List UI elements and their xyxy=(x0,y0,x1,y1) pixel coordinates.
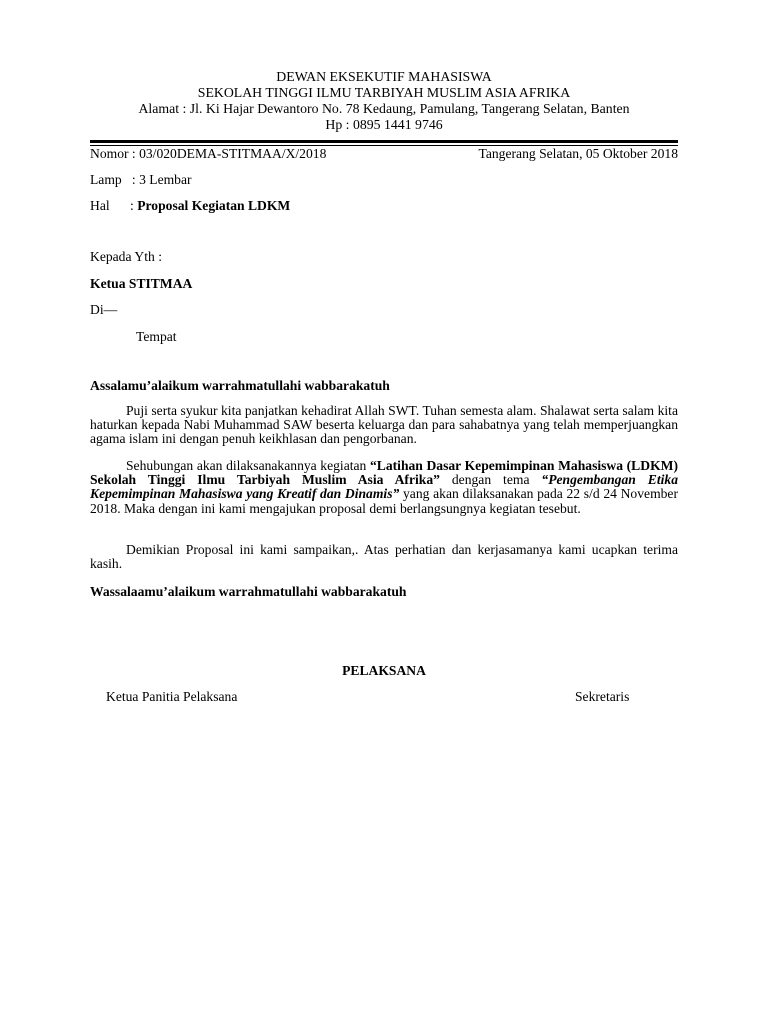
letter-subject xyxy=(90,198,290,214)
signature-left-role: Ketua Panitia Pelaksana xyxy=(106,689,238,704)
subject-value: Proposal Kegiatan LDKM xyxy=(137,198,291,213)
recipient-name: Ketua STITMAA xyxy=(90,276,193,291)
recipient-place: Tempat xyxy=(136,329,177,344)
signature-heading: PELAKSANA xyxy=(342,663,426,678)
paragraph-2-rest: yang akan dilaksanakan pada 22 s/d 24 November 2018. Maka dengan ini kami mengajukan proposal demi berlangsungnya kegiatan tesebut. xyxy=(90,486,678,516)
letterhead-phone: Hp : 0895 1441 9746 xyxy=(325,117,443,132)
recipient-salutation: Kepada Yth : xyxy=(90,249,162,264)
letterhead-org: DEWAN EKSEKUTIF MAHASISWA xyxy=(276,69,492,84)
event-theme: “Pengembangan Etika Kepemimpinan Mahasiswa yang Kreatif dan Dinamis” xyxy=(90,472,678,502)
letterhead-school: SEKOLAH TINGGI ILMU TARBIYAH MUSLIM ASIA AFRIKA xyxy=(197,85,571,100)
subject-label: Hal : xyxy=(90,198,138,213)
recipient-di: Di— xyxy=(90,302,118,317)
paragraph-2-theme-label: dengan tema xyxy=(439,472,542,488)
body-paragraph-3 xyxy=(90,543,678,571)
body-paragraph-2 xyxy=(90,459,678,516)
letterhead-address: Alamat : Jl. Ki Hajar Dewantoro No. 78 Kedaung, Pamulang, Tangerang Selatan, Banten xyxy=(138,101,630,116)
paragraph-1-text: Puji serta syukur kita panjatkan kehadirat Allah SWT. Tuhan semesta alam. Shalawat serta salam kita haturkan kepada Nabi Muhammad SAW beserta keluarga dan para sahabatnya yang telah memperjuangkan agama islam ini dengan penuh keikhlasan dan pengorbanan. xyxy=(90,403,678,447)
signature-right-role: Sekretaris xyxy=(575,689,630,704)
paragraph-3-text: Demikian Proposal ini kami sampaikan,. Atas perhatian dan kerjasamanya kami ucapkan terima kasih. xyxy=(90,542,678,572)
letterhead xyxy=(0,69,768,133)
opening-greeting: Assalamu’alaikum warrahmatullahi wabbarakatuh xyxy=(90,378,390,393)
letterhead-divider-thick xyxy=(90,140,678,143)
closing-greeting: Wassalaamu’alaikum warrahmatullahi wabbarakatuh xyxy=(90,584,407,599)
body-paragraph-1 xyxy=(90,404,678,447)
event-name: “Latihan Dasar Kepemimpinan Mahasiswa (LDKM) Sekolah Tinggi Ilmu Tarbiyah Muslim Asia Afrika” xyxy=(90,458,678,488)
letter-number: Nomor : 03/020DEMA-STITMAA/X/2018 xyxy=(90,146,327,161)
paragraph-2-intro: Sehubungan akan dilaksanakannya kegiatan xyxy=(126,458,370,473)
letter-date: Tangerang Selatan, 05 Oktober 2018 xyxy=(478,146,678,161)
attachment-count: Lamp : 3 Lembar xyxy=(90,172,192,187)
